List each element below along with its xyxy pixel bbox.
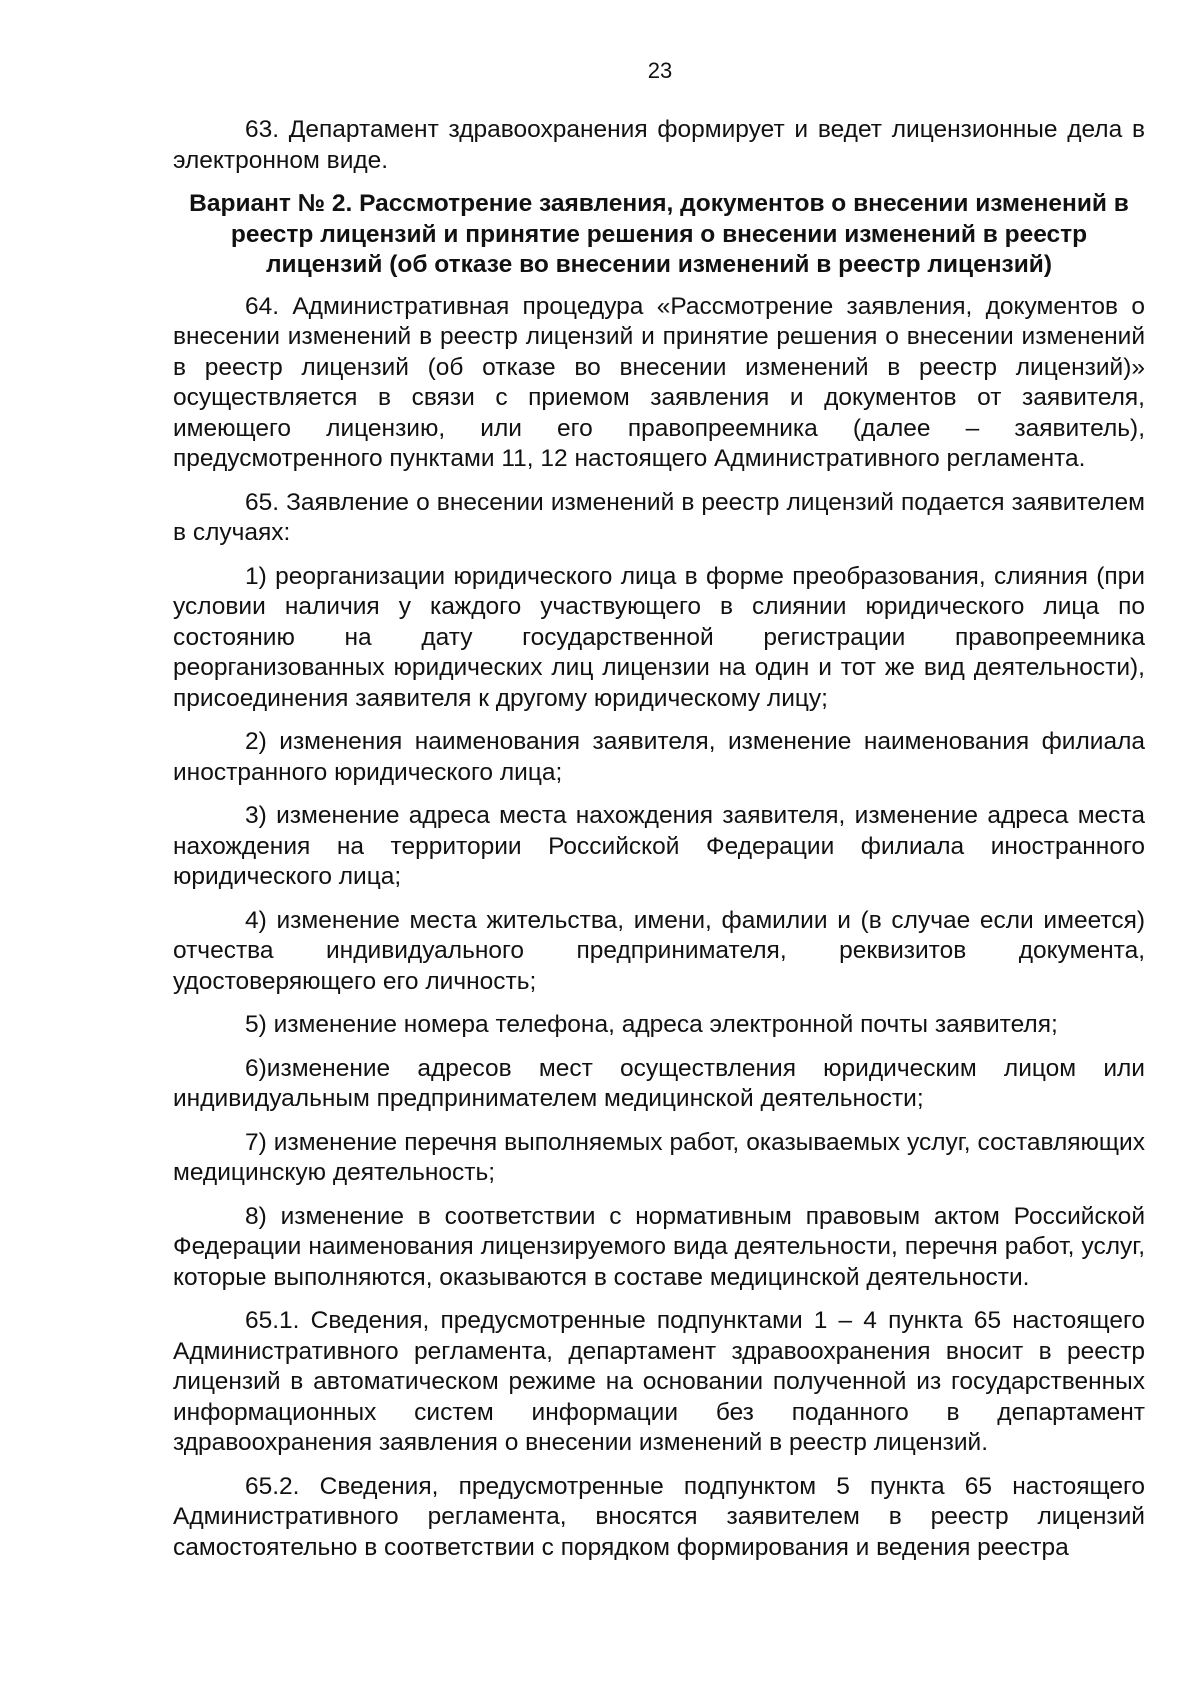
list-item-1: 1) реорганизации юридического лица в форме преобразования, слияния (при условии наличия у каждого участвующего в слиянии юридического лица по состоянию на дату государственной регистрации правопреемника реорганизованных юридических лиц лицензии на один и тот же вид деятельности), присоединения заявителя к другому юридическому лицу; xyxy=(173,562,1145,712)
paragraph-65: 65. Заявление о внесении изменений в реестр лицензий подается заявителем в случаях: xyxy=(173,488,1145,546)
list-item-4: 4) изменение места жительства, имени, фамилии и (в случае если имеется) отчества индивидуального предпринимателя, реквизитов документа, удостоверяющего его личность; xyxy=(173,906,1145,995)
page-number: 23 xyxy=(647,58,673,83)
list-item-8: 8) изменение в соответствии с нормативным правовым актом Российской Федерации наименования лицензируемого вида деятельности, перечня работ, услуг, которые выполняются, оказываются в составе медицинской деятельности. xyxy=(173,1202,1145,1291)
paragraph-65-2: 65.2. Сведения, предусмотренные подпунктом 5 пункта 65 настоящего Административного регламента, вносятся заявителем в реестр лицензий самостоятельно в соответствии с порядком формирования и ведения реестра xyxy=(173,1472,1145,1561)
paragraph-65-1: 65.1. Сведения, предусмотренные подпунктами 1 – 4 пункта 65 настоящего Административного регламента, департамент здравоохранения вносит в реестр лицензий в автоматическом режиме на основании полученной из государственных информационных систем информации без поданного в департамент здравоохранения заявления о внесении изменений в реестр лицензий. xyxy=(173,1307,1145,1456)
document-body xyxy=(173,115,1145,1576)
list-item-6: 6)изменение адресов мест осуществления юридическим лицом или индивидуальным предпринимателем медицинской деятельности; xyxy=(173,1054,1145,1112)
paragraph-63: 63. Департамент здравоохранения формирует и ведет лицензионные дела в электронном виде. xyxy=(173,116,1145,174)
list-item-3: 3) изменение адреса места нахождения заявителя, изменение адреса места нахождения на территории Российской Федерации филиала иностранного юридического лица; xyxy=(173,802,1145,890)
paragraph-64: 64. Административная процедура «Рассмотрение заявления, документов о внесении изменений в реестр лицензий и принятие решения о внесении изменений в реестр лицензий (об отказе во внесении изменений в реестр лицензий)» осуществляется в связи с приемом заявления и документов от заявителя, имеющего лицензию, или его правопреемника (далее – заявитель), предусмотренного пунктами 11, 12 настоящего Административного регламента. xyxy=(173,292,1145,472)
list-item-7: 7) изменение перечня выполняемых работ, оказываемых услуг, составляющих медицинскую деятельность; xyxy=(173,1128,1145,1186)
section-heading: Вариант № 2. Рассмотрение заявления, документов о внесении изменений в реестр лицензий и принятие решения о внесении изменений в реестр лицензий (об отказе во внесении изменений в реестр лицензий) xyxy=(189,190,1129,278)
list-item-2: 2) изменения наименования заявителя, изменение наименования филиала иностранного юридического лица; xyxy=(173,728,1145,786)
list-item-5: 5) изменение номера телефона, адреса электронной почты заявителя; xyxy=(245,1011,1058,1038)
